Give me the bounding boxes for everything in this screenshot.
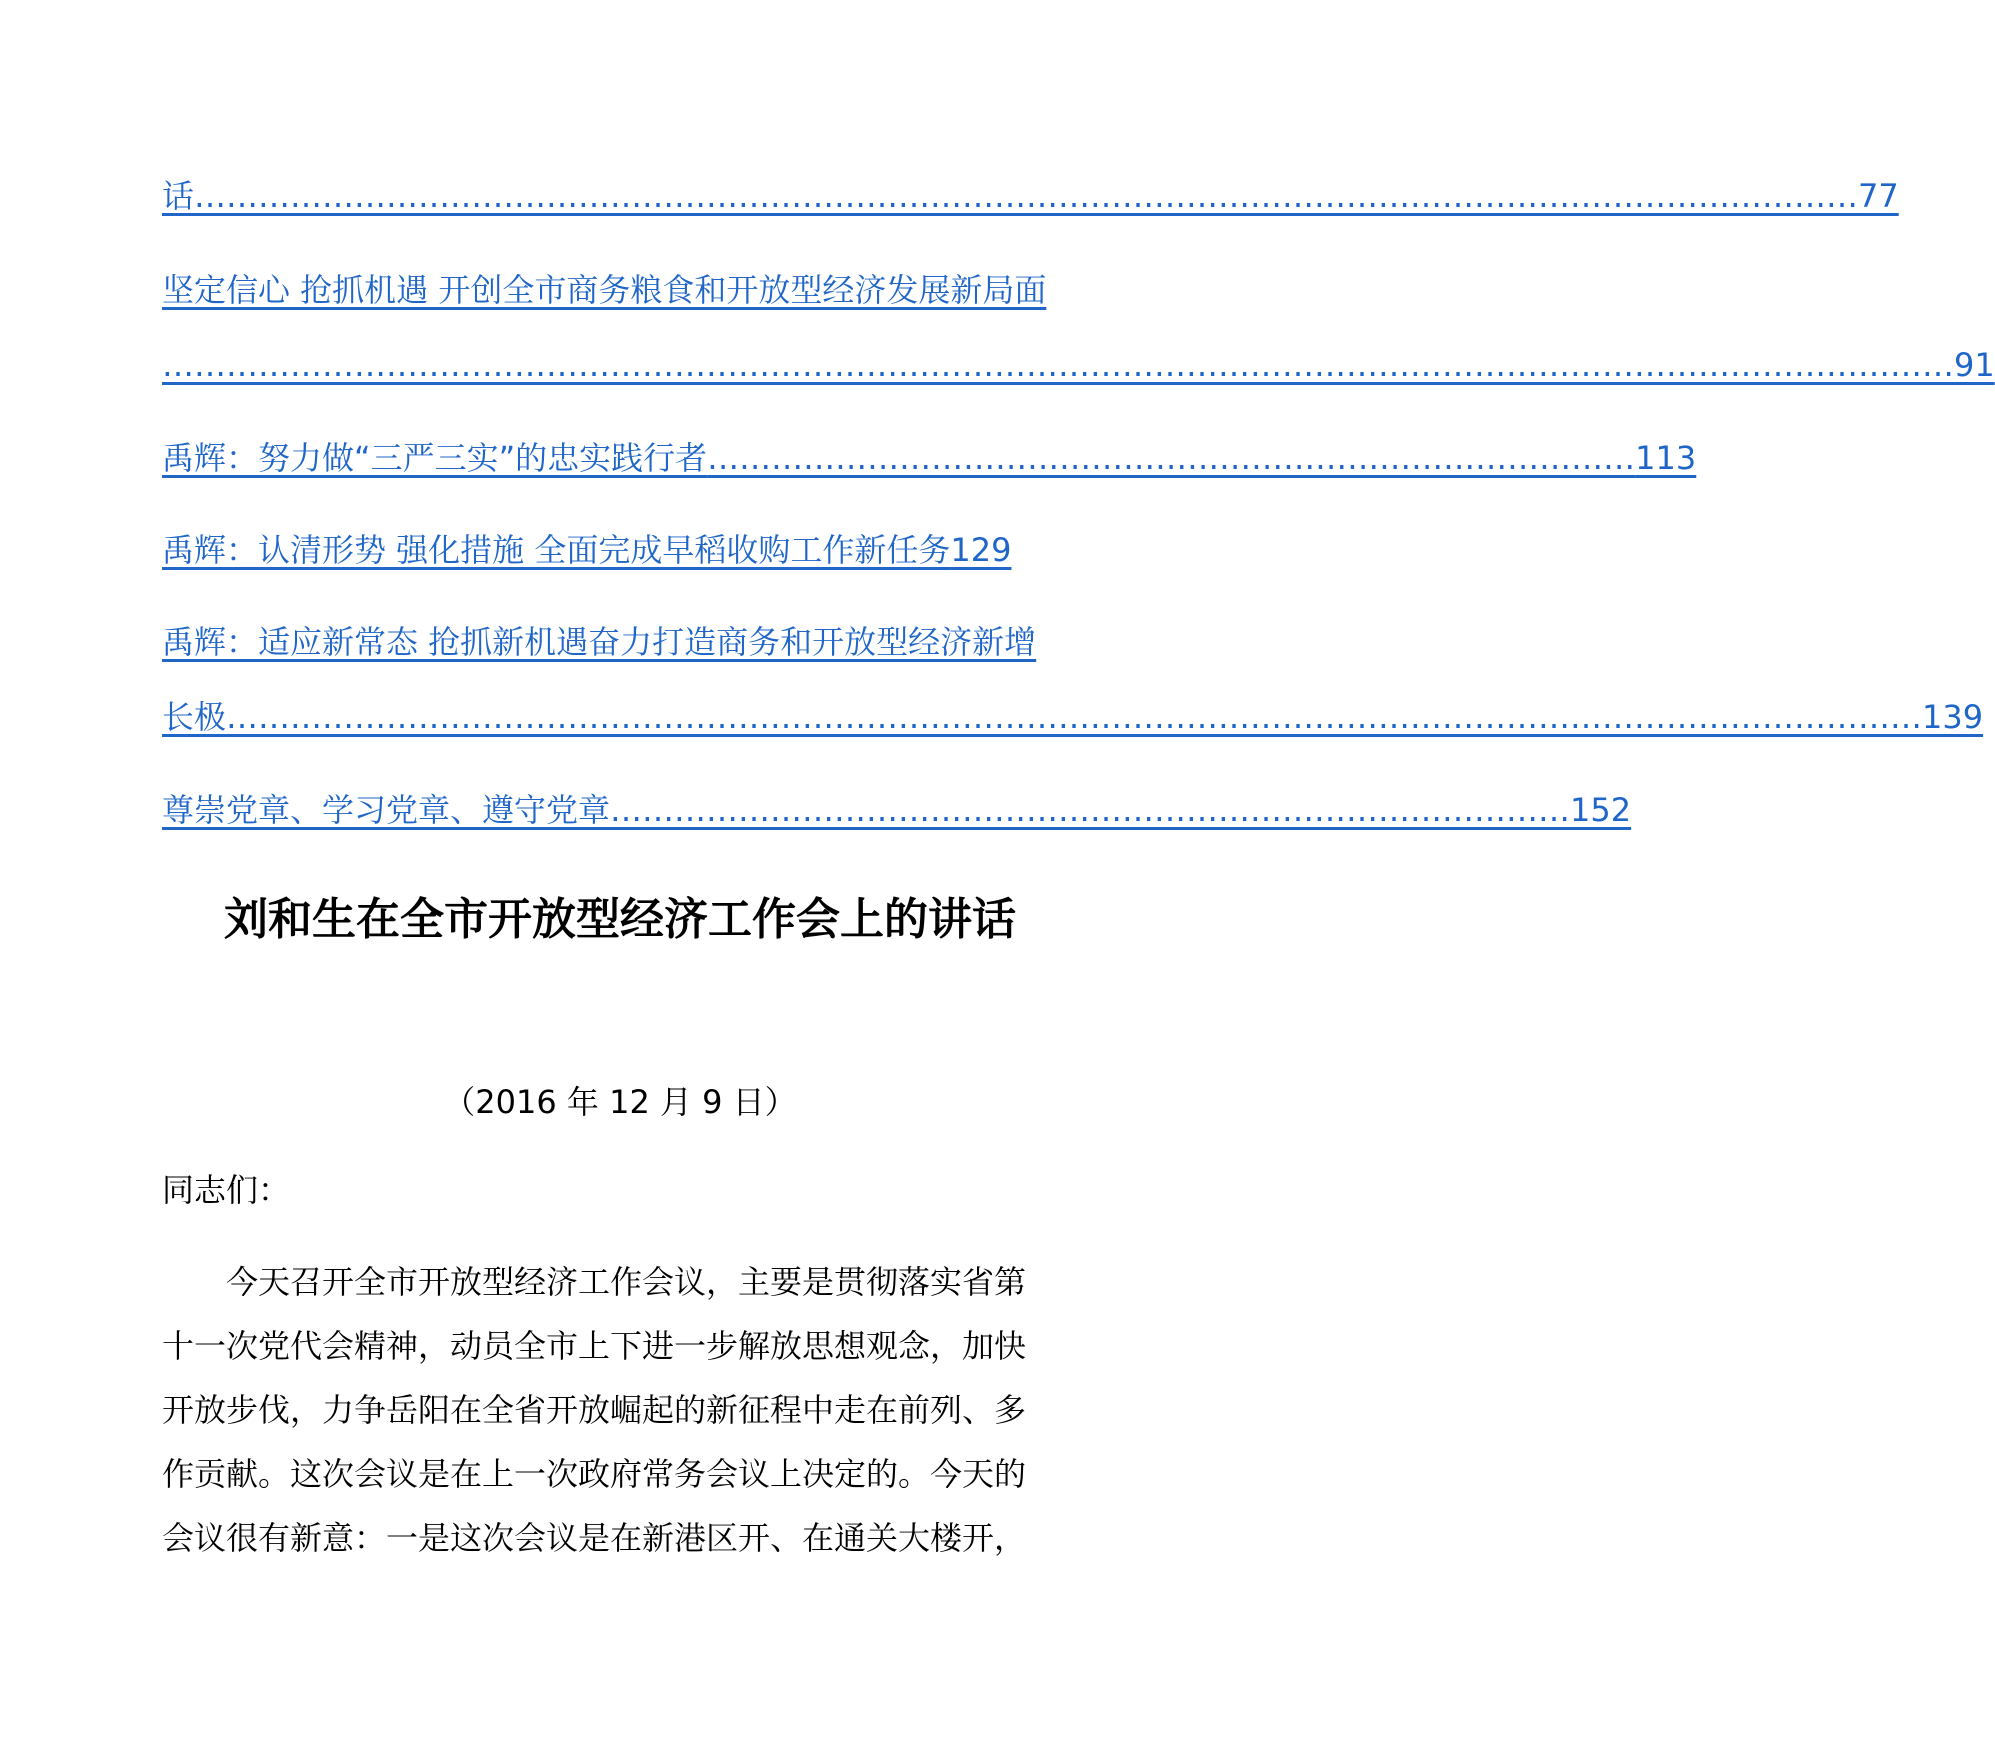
document-date: （2016 年 12 月 9 日） [443, 1083, 797, 1121]
toc-leader-dots: …………………………………………………………………………………………………………………………………………………… [162, 346, 1954, 384]
toc-leader-dots: ……………………………………………………………………………… [610, 791, 1571, 829]
toc-entry-text: 尊崇党章、学习党章、遵守党章 [162, 791, 611, 829]
toc-page-number: 77 [1858, 177, 1899, 215]
salutation: 同志们： [162, 1171, 291, 1209]
toc-page-number: 91 [1954, 346, 1995, 384]
toc-entry-text: 话 [162, 177, 195, 215]
toc-entry-speech-tail[interactable] [162, 176, 1899, 216]
body-paragraph [162, 1250, 1102, 1570]
toc-entry-text: 禹辉：努力做“三严三实”的忠实践行者 [162, 439, 708, 477]
toc-page-number: 113 [1635, 439, 1697, 477]
toc-entry-party-constitution[interactable] [162, 790, 1632, 830]
toc-entry-three-stricts[interactable] [162, 438, 1697, 478]
toc-entry-confidence-line1[interactable]: 坚定信心 抢抓机遇 开创全市商务粮食和开放型经济发展新局面 [162, 271, 1047, 309]
paragraph-line: 十一次党代会精神，动员全市上下进一步解放思想观念，加快 [162, 1327, 1027, 1365]
toc-entry-new-normal-line2[interactable] [162, 697, 1984, 737]
toc-leader-dots: …………………………………………………………………………………………………………………………………………… [226, 698, 1923, 736]
toc-page-number: 129 [950, 531, 1012, 569]
paragraph-line: 开放步伐，力争岳阳在全省开放崛起的新征程中走在前列、多 [162, 1391, 1027, 1429]
toc-entry-rice-purchase[interactable] [162, 530, 1011, 570]
toc-leader-dots: …………………………………………………………………………… [707, 439, 1636, 477]
toc-page-number: 139 [1922, 698, 1984, 736]
toc-entry-new-normal-line1[interactable]: 禹辉：适应新常态 抢抓新机遇奋力打造商务和开放型经济新增 [162, 623, 1037, 661]
toc-page-number: 152 [1570, 791, 1632, 829]
paragraph-line: 会议很有新意：一是这次会议是在新港区开、在通关大楼开， [162, 1519, 1027, 1557]
toc-entry-confidence-line2[interactable] [162, 345, 1995, 385]
toc-leader-dots: ………………………………………………………………………………………………………………………………………… [194, 177, 1859, 215]
paragraph-line: 作贡献。这次会议是在上一次政府常务会议上决定的。今天的 [162, 1455, 1027, 1493]
toc-entry-text: 禹辉：认清形势 强化措施 全面完成早稻收购工作新任务 [162, 531, 951, 569]
toc-entry-text: 长极 [162, 698, 227, 736]
paragraph-line: 今天召开全市开放型经济工作会议，主要是贯彻落实省第 [226, 1263, 1027, 1301]
document-title: 刘和生在全市开放型经济工作会上的讲话 [224, 894, 1016, 945]
